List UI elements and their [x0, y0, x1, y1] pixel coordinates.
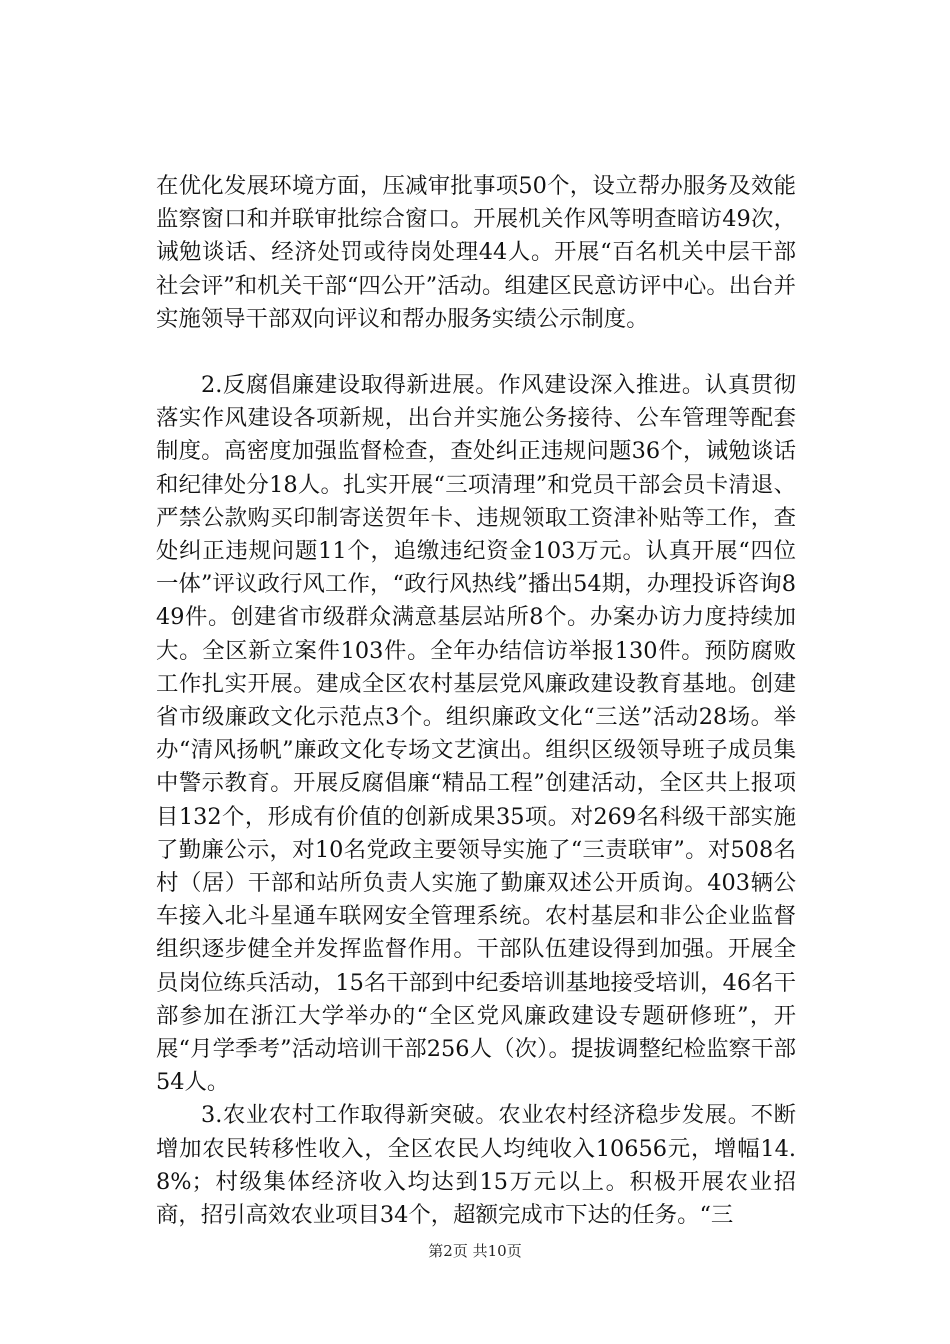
document-body	[156, 170, 796, 1232]
paragraph-agriculture: 3.农业农村工作取得新突破。农业农村经济稳步发展。不断增加农民转移性收入，全区农民人均纯收入10656元，增幅14.8%；村级集体经济收入均达到15万元以上。积极开展农业招商，招引高效农业项目34个，超额完成市下达的任务。“三	[156, 1102, 796, 1229]
paragraph-environment: 在优化发展环境方面，压减审批事项50个，设立帮办服务及效能监察窗口和并联审批综合窗口。开展机关作风等明查暗访49次，诫勉谈话、经济处罚或待岗处理44人。开展“百名机关中层干部社会评”和机关干部“四公开”活动。组建区民意访评中心。出台并实施领导干部双向评议和帮办服务实绩公示制度。	[156, 173, 796, 332]
paragraph-anticorruption: 2.反腐倡廉建设取得新进展。作风建设深入推进。认真贯彻落实作风建设各项新规，出台并实施公务接待、公车管理等配套制度。高密度加强监督检查，查处纠正违规问题36个，诫勉谈话和纪律处分18人。扎实开展“三项清理”和党员干部会员卡清退、严禁公款购买印制寄送贺年卡、违规领取工资津补贴等工作，查处纠正违规问题11个，追缴违纪资金103万元。认真开展“四位一体”评议政行风工作，“政行风热线”播出54期，办理投诉咨询849件。创建省市级群众满意基层站所8个。办案办访力度持续加大。全区新立案件103件。全年办结信访举报130件。预防腐败工作扎实开展。建成全区农村基层党风廉政建设教育基地。创建省市级廉政文化示范点3个。组织廉政文化“三送”活动28场。举办“清风扬帆”廉政文化专场文艺演出。组织区级领导班子成员集中警示教育。开展反腐倡廉“精品工程”创建活动，全区共上报项目132个，形成有价值的创新成果35项。对269名科级干部实施了勤廉公示，对10名党政主要领导实施了“三责联审”。对508名村（居）干部和站所负责人实施了勤廉双述公开质询。403辆公车接入北斗星通车联网安全管理系统。农村基层和非公企业监督组织逐步健全并发挥监督作用。干部队伍建设得到加强。开展全员岗位练兵活动，15名干部到中纪委培训基地接受培训，46名干部参加在浙江大学举办的“全区党风廉政建设专题研修班”，开展“月学季考”活动培训干部256人（次）。提拔调整纪检监察干部54人。	[156, 372, 796, 1096]
page-number-footer: 第2页 共10页	[428, 1242, 522, 1260]
paragraph-gap	[156, 336, 796, 369]
